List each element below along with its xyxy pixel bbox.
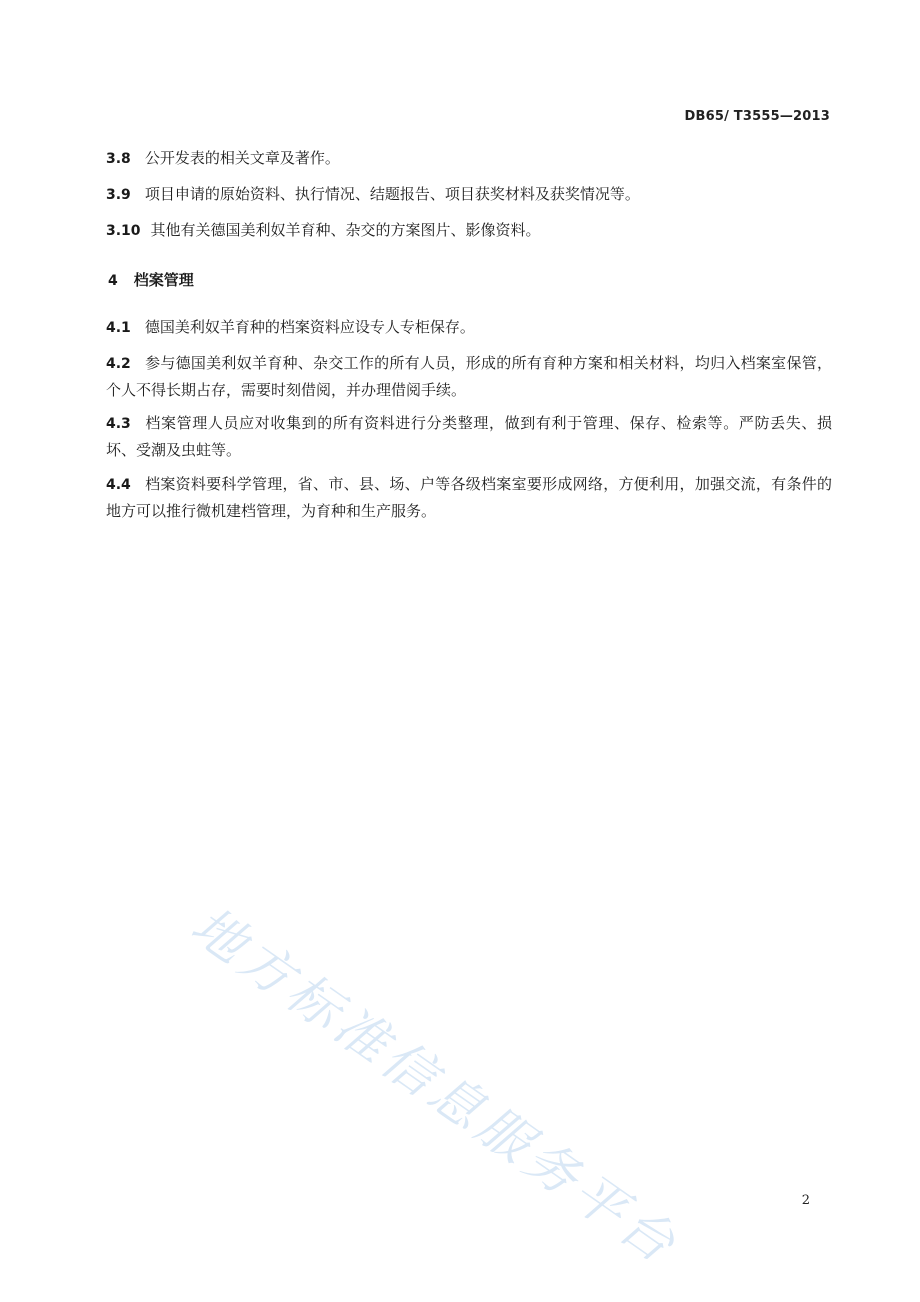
clause-3-8 <box>106 145 832 172</box>
section-title-text: 档案管理 <box>133 271 194 289</box>
clause-text: 其他有关德国美利奴羊育种、杂交的方案图片、影像资料。 <box>150 221 541 239</box>
clause-text: 项目申请的原始资料、执行情况、结题报告、项目获奖材料及获奖情况等。 <box>144 185 640 203</box>
clause-4-1 <box>106 314 832 341</box>
clause-number: 4.2 <box>106 356 131 372</box>
clause-number: 4.3 <box>106 416 131 432</box>
clause-number: 3.8 <box>106 151 131 167</box>
clause-3-10 <box>106 217 832 244</box>
clause-4-2 <box>106 350 832 403</box>
clause-text: 德国美利奴羊育种的档案资料应设专人专柜保存。 <box>144 318 475 336</box>
document-code: DB65/ T3555—2013 <box>684 109 830 124</box>
section-number: 4 <box>108 273 118 289</box>
watermark-text: 地方标准信息服务平台 <box>180 895 690 1278</box>
clause-4-4 <box>106 471 832 524</box>
clause-3-9 <box>106 181 832 208</box>
clause-number: 4.4 <box>106 477 131 493</box>
clause-number: 4.1 <box>106 320 131 336</box>
clause-text: 公开发表的相关文章及著作。 <box>144 149 340 167</box>
clause-text: 档案管理人员应对收集到的所有资料进行分类整理，做到有利于管理、保存、检索等。严防丢失、损坏、受潮及虫蛀等。 <box>106 414 832 459</box>
section-heading <box>108 267 194 294</box>
clause-number: 3.9 <box>106 187 131 203</box>
page-number: 2 <box>801 1193 810 1208</box>
clause-number: 3.10 <box>106 223 141 239</box>
clause-4-3 <box>106 410 832 463</box>
clause-text: 参与德国美利奴羊育种、杂交工作的所有人员，形成的所有育种方案和相关材料，均归入档案室保管，个人不得长期占存，需要时刻借阅，并办理借阅手续。 <box>106 354 832 399</box>
clause-text: 档案资料要科学管理，省、市、县、场、户等各级档案室要形成网络，方便利用，加强交流，有条件的地方可以推行微机建档管理，为育种和生产服务。 <box>106 475 832 520</box>
